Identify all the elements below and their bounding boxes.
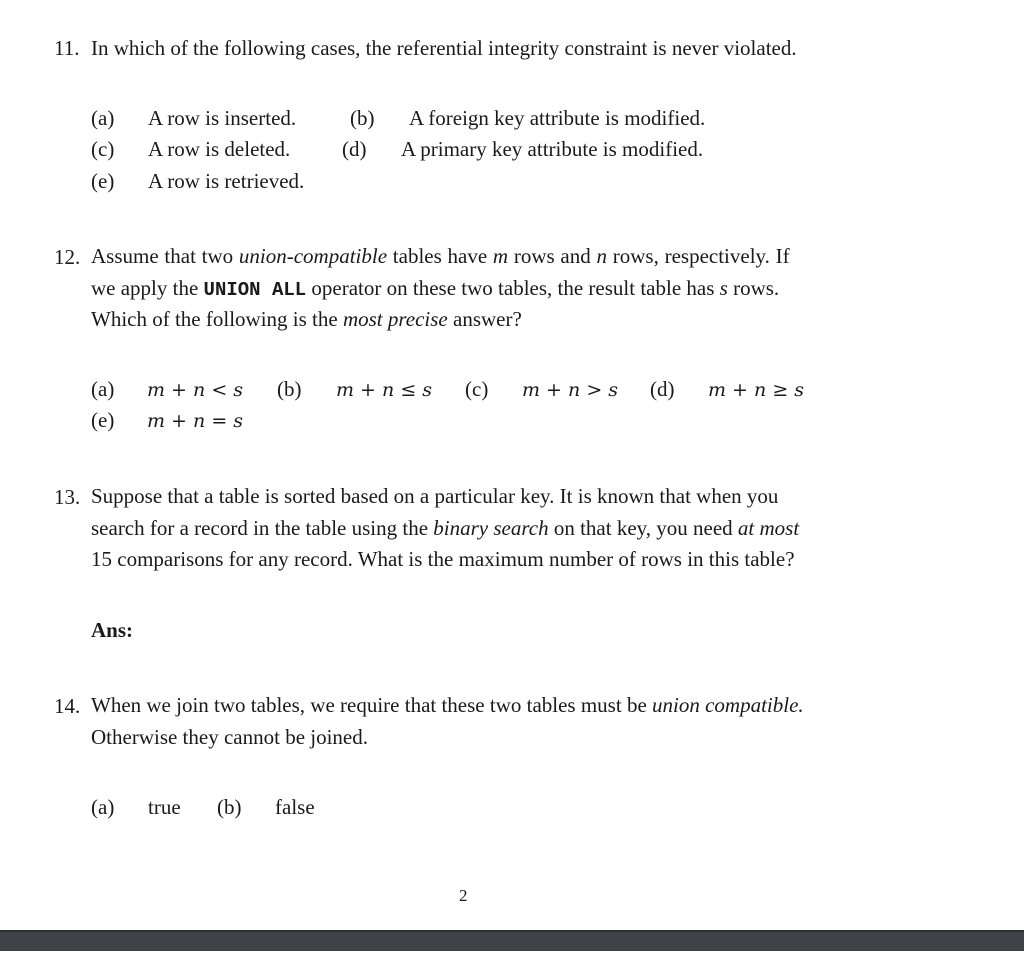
question-text-line: search for a record in the table using the binary search on that key, you need at most — [91, 516, 800, 540]
option-formula: m + n ≥ s — [708, 379, 805, 401]
option-label: (c) — [91, 137, 115, 161]
question-text: In which of the following cases, the referential integrity constraint is never violated. — [91, 36, 797, 60]
option-text: A row is inserted. — [148, 106, 297, 130]
question-text-line: Assume that two union-compatible tables have m rows and n rows, respectively. If — [91, 244, 790, 268]
question-text-line: Suppose that a table is sorted based on a particular key. It is known that when you — [91, 484, 779, 508]
option-text: false — [275, 795, 315, 819]
emphasis: most precise — [342, 307, 448, 331]
option-text: A row is deleted. — [148, 137, 291, 161]
viewer-bottom-bar — [0, 930, 1024, 951]
emphasis: union compatible. — [652, 693, 804, 717]
option-label: (b) — [277, 377, 302, 401]
option-text: A foreign key attribute is modified. — [409, 106, 706, 130]
emphasis: binary search — [433, 516, 549, 540]
option-label: (e) — [91, 169, 115, 193]
question-number: 14. — [54, 694, 81, 718]
option-label: (b) — [350, 106, 375, 130]
option-text: true — [148, 795, 181, 819]
option-formula: m + n < s — [147, 379, 244, 401]
question-number: 13. — [54, 485, 81, 509]
option-text: A primary key attribute is modified. — [401, 137, 704, 161]
question-text-line: Which of the following is the most precise answer? — [91, 307, 522, 331]
option-label: (a) — [91, 106, 115, 130]
viewer-bottom-margin — [0, 951, 1024, 979]
emphasis: at most — [737, 516, 800, 540]
page-number: 2 — [459, 886, 468, 905]
option-formula: m + n > s — [522, 379, 619, 401]
option-label: (e) — [91, 408, 115, 432]
option-formula: m + n ≤ s — [336, 379, 433, 401]
option-label: (a) — [91, 795, 115, 819]
question-number: 12. — [54, 245, 81, 269]
option-label: (c) — [465, 377, 489, 401]
math-variable: n — [596, 244, 607, 268]
answer-label: Ans: — [91, 618, 134, 642]
question-text-line: 15 comparisons for any record. What is the maximum number of rows in this table? — [91, 547, 795, 571]
question-number: 11. — [54, 36, 80, 60]
option-label: (d) — [342, 137, 367, 161]
option-label: (a) — [91, 377, 115, 401]
option-label: (d) — [650, 377, 675, 401]
option-text: A row is retrieved. — [148, 169, 305, 193]
option-formula: m + n = s — [147, 410, 244, 432]
question-text-line: we apply the UNION ALL operator on these two tables, the result table has s rows. — [91, 276, 780, 301]
question-text-line: When we join two tables, we require that these two tables must be union compatible. — [91, 693, 804, 717]
math-variable: m — [492, 244, 509, 268]
math-variable: s — [719, 276, 728, 300]
question-text-line: Otherwise they cannot be joined. — [91, 725, 368, 749]
option-label: (b) — [217, 795, 242, 819]
code-keyword: UNION ALL — [203, 279, 307, 301]
emphasis: union-compatible — [238, 244, 388, 268]
